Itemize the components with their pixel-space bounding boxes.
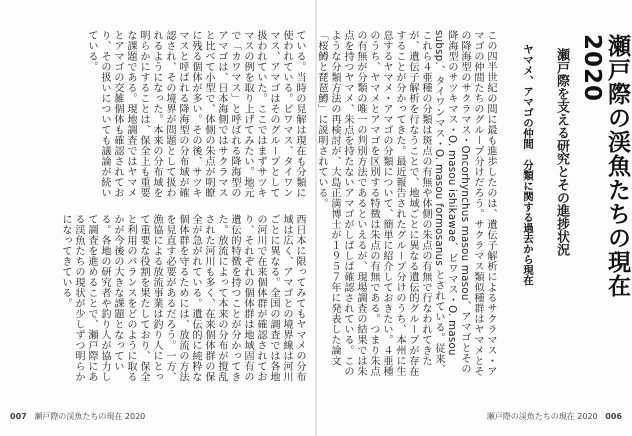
article-subtitle: 瀬戸際を支える研究とその進捗状況 [554,48,569,256]
right-page-footer [487,411,622,422]
section-heading: ヤマメ、アマゴの仲間 分類に関する過去から現在 [522,44,534,286]
right-page-number: 006 [605,412,622,421]
left-page-body-top: ている。当時の見解は現在も分類に使われている。ビワマス、タイワンマス、アマゴはそのグループとして扱われていた。ここではまずサツキマスの例を取り上げてみたい。地元で「カワマス」と呼ばれる降海型のアマゴは、日本海側ではサクラマスと比べて小型で、体側の朱点が明瞭に残る個体が多い。その後、サツキマスと呼ばれる降海型の分布域が確認され、その境界が問題として扱われるようになった。本来の分布域を明らかにすることは、保全上も重要な課題である。現地調査ではヤマメとアマゴの交雑個体も確認されており、その扱いについても議論が続いている。 [86,30,305,198]
right-running-title: 瀬戸際の渓魚たちの現在 2020 [486,412,598,421]
left-page-number: 007 [10,412,27,421]
right-page-body: この四半世紀の間に最も進歩したのは、遺伝子解析によるサクラマス・アマゴの仲間たちのグループ分けだろう。サクラマス類似種群はヤマメとその降海型のサクラマス・Oncorhynchus masou masou、アマゴとその降海型のサツキマス・O. masou ishikawae、ビワマス・O. masou subsp.、タイワンマス・O. masou formosanus とされている。従来、これら４亜種の分類は斑点の有無や体側の朱点の有無で行なわれてきたが、遺伝子解析を行なうことで、地域ごとに異なる遺伝的グループが存在することが分かってきた。最近報告されたグループ分けのうち、本州に生息するヤマメ・アマゴの分類について、簡単に紹介しておきたい。４亜種のうち、ヤマメとアマゴを区別する特徴は朱点の有無である。つまり朱点の有無が分類の唯一の判別方法であるといえるが、現場調査の結果では朱点を持つヤマメ、朱点を持たないアマゴがしばしば確認されている。このような分類方法の再検討が、大島正満博士が１９５７年に発表した論文「桜鱒と琵琶鱒」に説明されている。 [316,30,496,377]
left-page [0,0,315,436]
right-page [317,0,632,436]
left-running-title: 瀬戸際の渓魚たちの現在 2020 [34,412,146,421]
article-title: 瀬戸際の渓魚たちの現在 2020 [579,34,630,298]
left-page-footer [10,411,145,422]
left-page-body-bottom: 西日本に限ってみてもヤマメの分布域は広く、アマゴとの境界線は河川ごとに異なる。全国の調査では各地の河川で在来個体群が確認されており、それぞれの個体群は地域固有の遺伝的特徴を持つことが分かってきた。放流によって本来の分布が撹乱された河川も多く、在来個体群の保全が急がれている。遺伝的に純粋な個体群を守るためには、放流の方法を見直す必要があるだろう。一方、漁協による放流事業は釣り人にとって重要な役割を果たしており、保全と利用のバランスをどのように取るかが今後の大きな課題となっている。各地の研究者や釣り人が協力して調査を進めることで、瀬戸際にある渓魚たちの現状が少しずつ明らかになってきている。 [60,214,305,382]
